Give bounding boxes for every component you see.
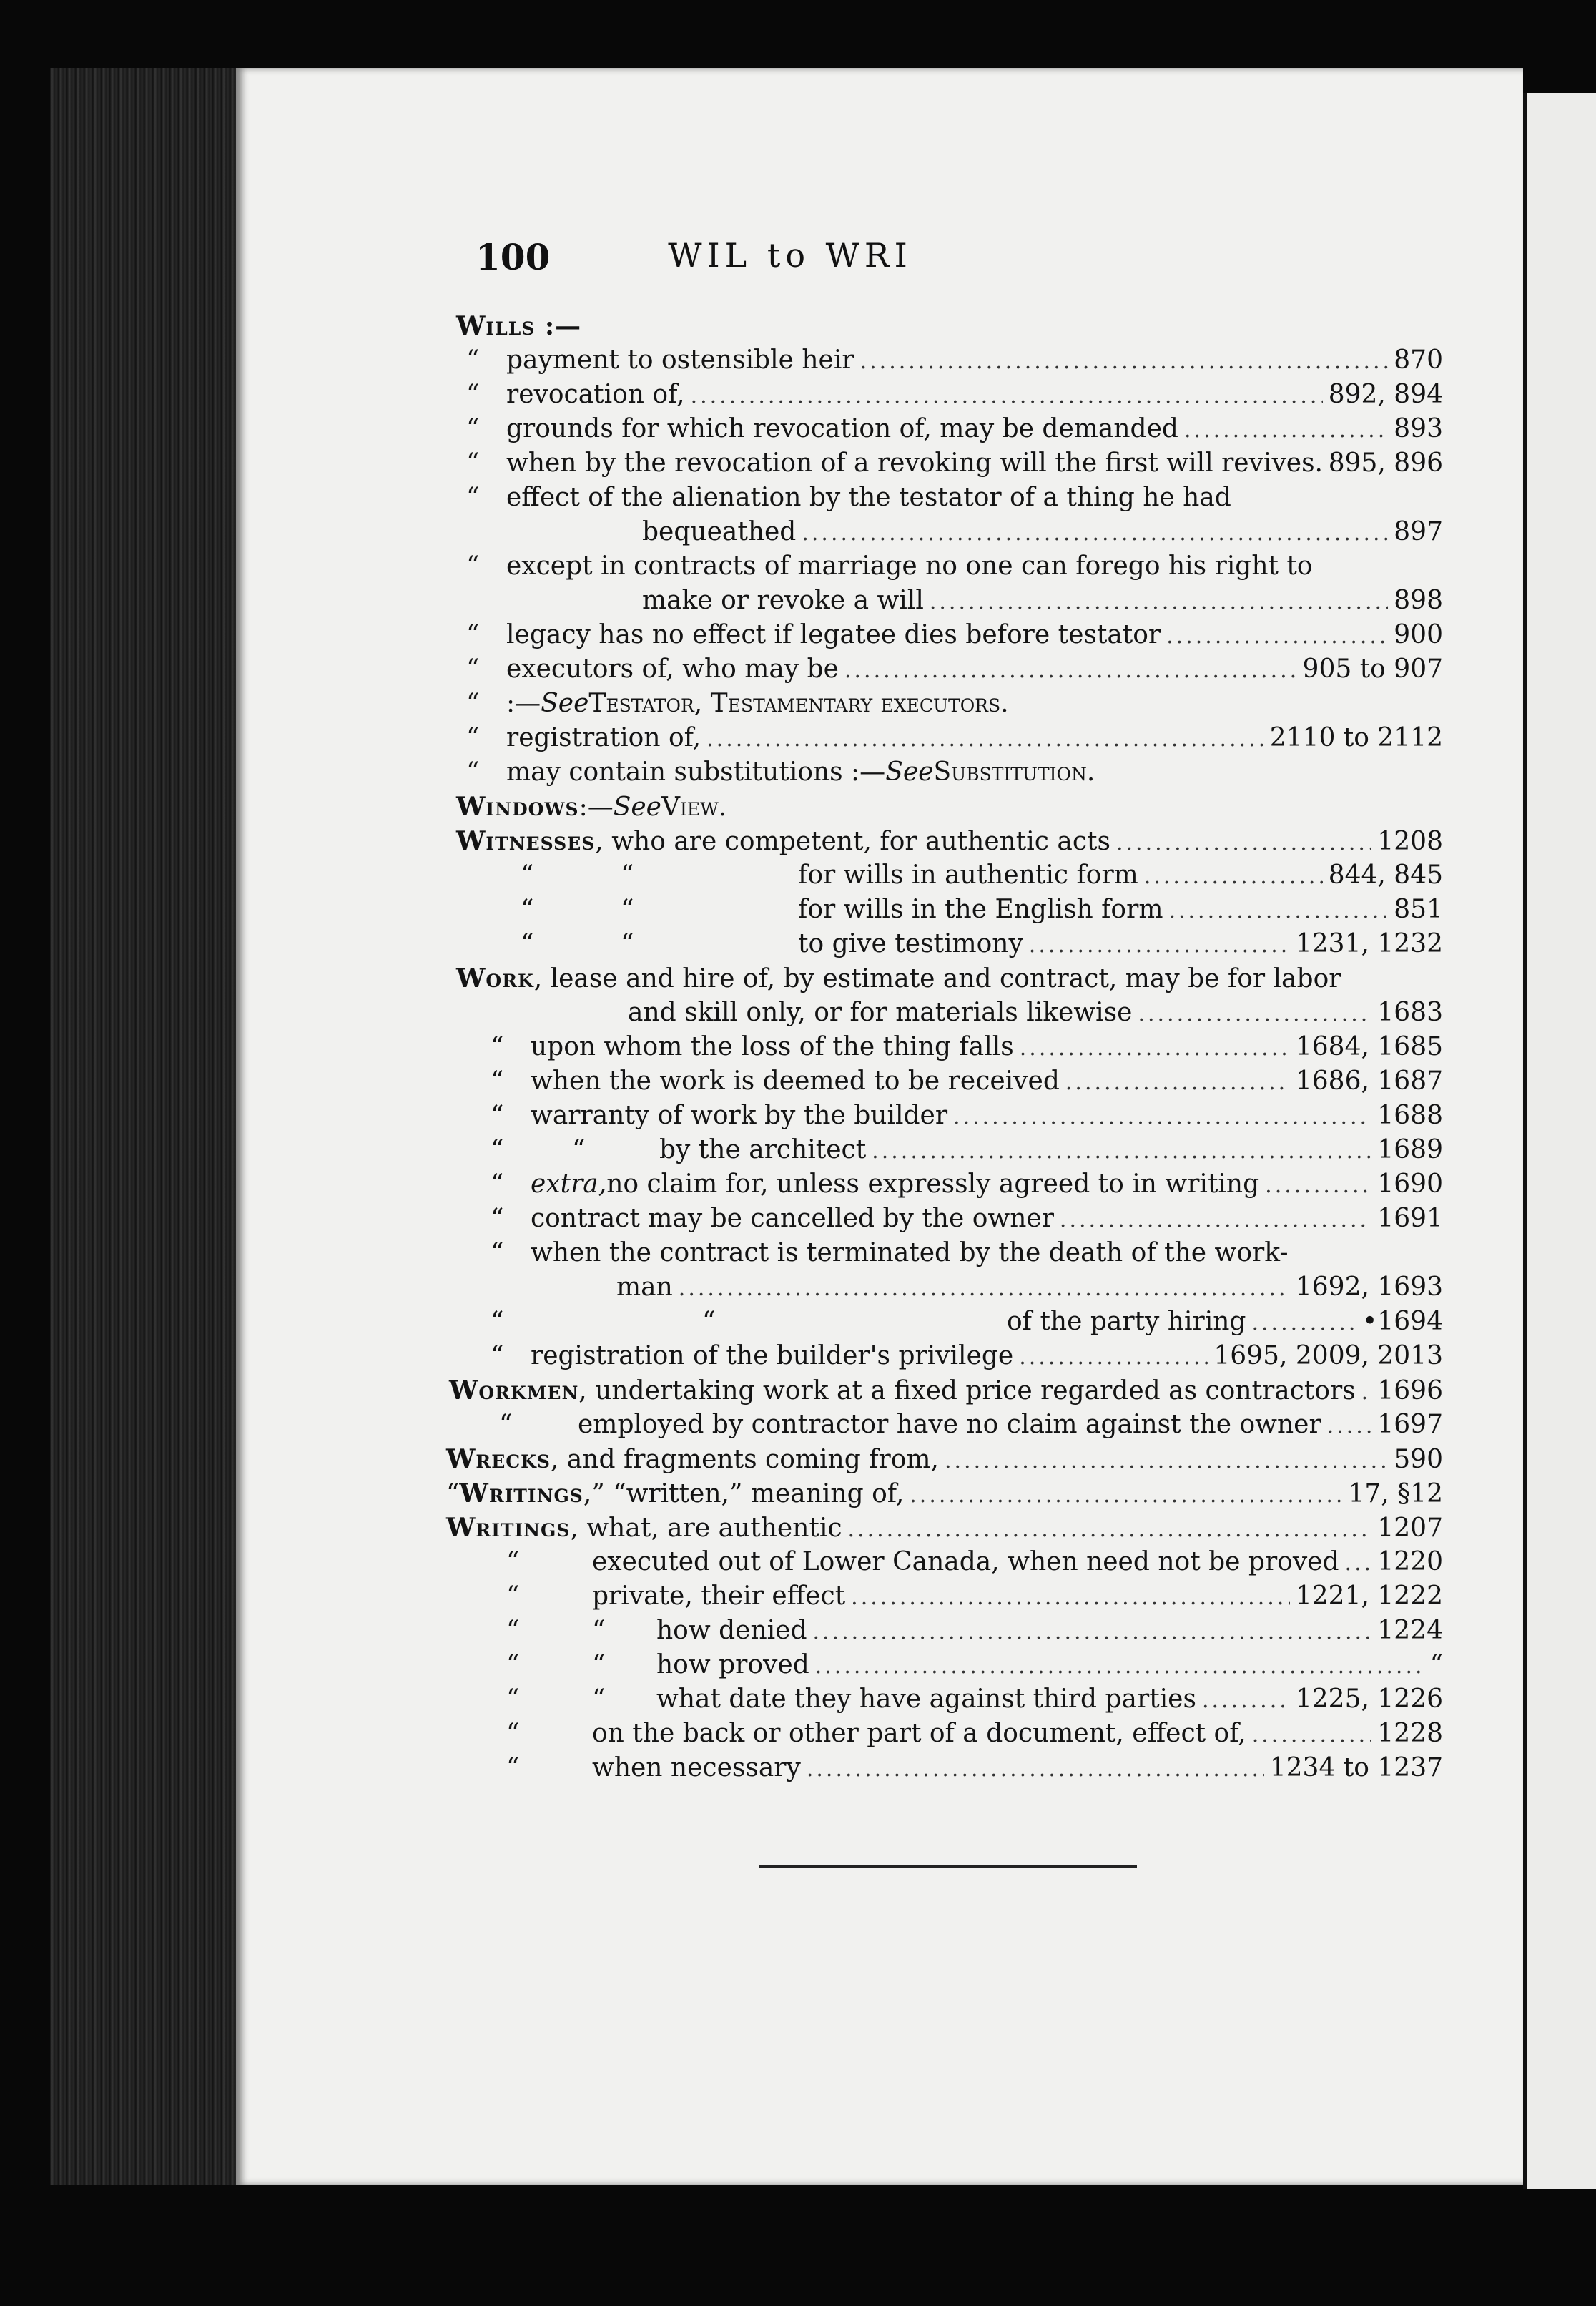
leader-dots bbox=[1019, 1340, 1208, 1375]
ditto-mark: “ bbox=[506, 1684, 520, 1714]
leader-dots bbox=[1168, 894, 1388, 928]
index-heading-workmen bbox=[449, 1373, 1443, 1408]
ditto-mark: “ bbox=[466, 483, 480, 512]
ditto-mark: “ bbox=[592, 1616, 606, 1645]
index-heading-writings-term bbox=[446, 1476, 1443, 1511]
entry-text: , and fragments coming from, bbox=[550, 1445, 939, 1474]
index-entry bbox=[456, 1579, 1443, 1614]
entry-text: how proved bbox=[656, 1650, 809, 1679]
entry-text: executed out of Lower Canada, when need not be proved bbox=[592, 1547, 1339, 1576]
entry-text: by the architect bbox=[659, 1135, 867, 1164]
leader-dots bbox=[1060, 1203, 1371, 1237]
entry-reference: 590 bbox=[1394, 1445, 1443, 1474]
heading-work: Work bbox=[456, 963, 534, 993]
entry-reference: 1683 bbox=[1377, 998, 1443, 1027]
index-entry bbox=[456, 481, 1443, 515]
entry-reference: 1696 bbox=[1377, 1376, 1443, 1405]
index-entry bbox=[456, 343, 1443, 378]
entry-text: ,” “written,” meaning of, bbox=[583, 1479, 905, 1508]
entry-reference: 892, 894 bbox=[1328, 380, 1443, 409]
entry-text: employed by contractor have no claim against the owner bbox=[578, 1410, 1321, 1439]
heading-wills: Wills :— bbox=[456, 311, 582, 341]
index-entry bbox=[456, 755, 1443, 790]
leader-dots bbox=[1144, 860, 1323, 894]
ditto-mark: “ bbox=[491, 1169, 504, 1199]
leader-dots bbox=[1327, 1409, 1372, 1443]
entry-text: on the back or other part of a document, effect of, bbox=[592, 1719, 1246, 1748]
cross-reference: Testator, Testamentary executors. bbox=[588, 689, 1009, 718]
leader-dots bbox=[848, 1513, 1372, 1547]
index-entry bbox=[456, 1682, 1443, 1717]
ditto-mark: “ bbox=[521, 895, 534, 924]
leader-dots bbox=[1020, 1031, 1290, 1066]
leader-dots bbox=[1361, 1375, 1372, 1410]
entry-text: bequeathed bbox=[642, 517, 797, 546]
index-entry bbox=[456, 1099, 1443, 1133]
ditto-mark: “ bbox=[491, 1204, 504, 1233]
entry-text: no claim for, unless expressly agreed to in writing bbox=[606, 1169, 1260, 1199]
entry-reference: 2110 to 2112 bbox=[1269, 723, 1443, 752]
leader-dots bbox=[872, 1134, 1371, 1169]
leader-dots bbox=[1202, 1684, 1290, 1718]
leader-dots bbox=[1345, 1546, 1372, 1581]
leader-dots bbox=[1184, 413, 1388, 448]
cross-reference: View. bbox=[661, 793, 727, 822]
index-entry-continuation bbox=[456, 1270, 1443, 1305]
cross-reference-prefix: :— bbox=[506, 689, 541, 718]
entry-text: except in contracts of marriage no one can forego his right to bbox=[506, 551, 1313, 581]
entry-text: , what, are authentic bbox=[570, 1513, 842, 1543]
index-entry-continuation bbox=[456, 584, 1443, 618]
entry-text: upon whom the loss of the thing falls bbox=[531, 1032, 1014, 1061]
leader-dots bbox=[1065, 1066, 1290, 1100]
leader-dots bbox=[1251, 1306, 1356, 1340]
ditto-mark: “ bbox=[491, 1341, 504, 1370]
entry-text: registration of the builder's privilege bbox=[531, 1341, 1014, 1370]
ditto-mark: “ bbox=[466, 551, 480, 581]
index-entry bbox=[456, 1648, 1443, 1682]
ditto-mark: “ bbox=[499, 1410, 513, 1439]
leader-dots bbox=[815, 1649, 1424, 1684]
entry-text: and skill only, or for materials likewise bbox=[628, 998, 1133, 1027]
entry-reference: 1224 bbox=[1377, 1616, 1443, 1645]
index-entry bbox=[456, 412, 1443, 446]
entry-reference: 893 bbox=[1394, 414, 1443, 443]
index-heading-writings bbox=[446, 1511, 1443, 1545]
index-entry bbox=[456, 652, 1443, 687]
index-heading-witnesses bbox=[456, 824, 1443, 858]
ditto-mark: “ bbox=[466, 414, 480, 443]
entry-reference: 870 bbox=[1394, 345, 1443, 375]
see-label: See bbox=[541, 689, 589, 718]
cross-reference: Substitution. bbox=[933, 757, 1095, 787]
entry-reference: 1231, 1232 bbox=[1295, 929, 1443, 958]
ditto-mark: “ bbox=[702, 1307, 716, 1336]
entry-reference: 851 bbox=[1394, 895, 1443, 924]
entry-reference: 905 to 907 bbox=[1302, 654, 1443, 684]
entry-text: payment to ostensible heir bbox=[506, 345, 854, 375]
ditto-mark: “ bbox=[491, 1135, 504, 1164]
next-page-edge bbox=[1523, 93, 1596, 2189]
entry-text: how denied bbox=[656, 1616, 807, 1645]
leader-dots bbox=[953, 1100, 1371, 1134]
entry-reference: 898 bbox=[1394, 586, 1443, 615]
entry-reference: 1697 bbox=[1377, 1410, 1443, 1439]
leader-dots bbox=[1116, 826, 1371, 860]
index-entry bbox=[456, 858, 1443, 893]
ditto-mark: “ bbox=[592, 1650, 606, 1679]
entry-reference: 1220 bbox=[1377, 1547, 1443, 1576]
ditto-mark: “ bbox=[521, 929, 534, 958]
index-entry bbox=[456, 893, 1443, 927]
index-entry bbox=[456, 618, 1443, 652]
see-label: See bbox=[613, 793, 661, 822]
ditto-mark: “ bbox=[466, 345, 480, 375]
see-label: See bbox=[885, 757, 934, 787]
index-entry bbox=[456, 1614, 1443, 1648]
leader-dots bbox=[910, 1478, 1342, 1513]
leader-dots bbox=[1166, 619, 1388, 654]
entry-text: effect of the alienation by the testator of a thing he had bbox=[506, 483, 1231, 512]
entry-text: contract may be cancelled by the owner bbox=[531, 1204, 1054, 1233]
entry-text: for wills in the English form bbox=[798, 895, 1163, 924]
ditto-mark: “ bbox=[466, 620, 480, 649]
ditto-mark: “ bbox=[592, 1684, 606, 1714]
entry-reference: 1695, 2009, 2013 bbox=[1213, 1341, 1443, 1370]
leader-dots bbox=[691, 379, 1323, 413]
index-entry bbox=[456, 1064, 1443, 1099]
open-quote: “ bbox=[446, 1479, 460, 1508]
index-entry bbox=[456, 1339, 1443, 1373]
entry-reference: 1221, 1222 bbox=[1295, 1581, 1443, 1611]
ditto-mark: “ bbox=[506, 1581, 520, 1611]
entry-text: for wills in authentic form bbox=[798, 860, 1138, 890]
closing-rule bbox=[759, 1865, 1137, 1868]
entry-text: legacy has no effect if legatee dies before testator bbox=[506, 620, 1161, 649]
index-entry bbox=[456, 1030, 1443, 1064]
index-entry bbox=[456, 1717, 1443, 1751]
leader-dots bbox=[807, 1752, 1264, 1787]
leader-dots bbox=[1029, 928, 1290, 963]
entry-reference: 1208 bbox=[1377, 827, 1443, 856]
entry-reference: 1234 to 1237 bbox=[1269, 1753, 1443, 1782]
entry-reference: 897 bbox=[1394, 517, 1443, 546]
cross-reference-prefix: :— bbox=[578, 793, 614, 822]
entry-text: registration of, bbox=[506, 723, 701, 752]
ditto-mark: “ bbox=[506, 1753, 520, 1782]
ditto-mark: “ bbox=[491, 1101, 504, 1130]
ditto-mark: “ bbox=[466, 654, 480, 684]
index-entry bbox=[456, 1545, 1443, 1579]
entry-text: private, their effect bbox=[592, 1581, 846, 1611]
ditto-mark: “ bbox=[491, 1307, 504, 1336]
ditto-mark: “ bbox=[506, 1719, 520, 1748]
index-entry-continuation bbox=[456, 515, 1443, 549]
page-header bbox=[476, 236, 1105, 279]
entry-reference: 844, 845 bbox=[1328, 860, 1443, 890]
leader-dots bbox=[706, 722, 1264, 757]
entry-reference: 1207 bbox=[1377, 1513, 1443, 1543]
entry-text: of the party hiring bbox=[1007, 1307, 1246, 1336]
leader-dots bbox=[860, 345, 1389, 379]
entry-text: make or revoke a will bbox=[642, 586, 924, 615]
index-heading-wrecks bbox=[446, 1442, 1443, 1476]
entry-reference: 1692, 1693 bbox=[1295, 1272, 1443, 1302]
leader-dots bbox=[1252, 1718, 1372, 1752]
entry-reference: 1688 bbox=[1377, 1101, 1443, 1130]
ditto-mark: “ bbox=[466, 757, 480, 787]
entry-text: , lease and hire of, by estimate and contract, may be for labor bbox=[533, 964, 1341, 993]
index-entry-continuation bbox=[456, 996, 1443, 1030]
index-entry bbox=[456, 1751, 1443, 1785]
ditto-mark: “ bbox=[506, 1547, 520, 1576]
entry-text: , undertaking work at a fixed price regarded as contractors bbox=[578, 1376, 1356, 1405]
heading-wrecks: Wrecks bbox=[446, 1444, 551, 1474]
entry-text: to give testimony bbox=[798, 929, 1023, 958]
entry-text: grounds for which revocation of, may be demanded bbox=[506, 414, 1178, 443]
ditto-mark: “ bbox=[572, 1135, 586, 1164]
index-entry bbox=[456, 1202, 1443, 1236]
index-heading-wills bbox=[456, 309, 1443, 343]
index-entry bbox=[456, 549, 1443, 584]
ditto-mark: “ bbox=[506, 1616, 520, 1645]
heading-windows: Windows bbox=[456, 792, 579, 822]
entry-text: man bbox=[616, 1272, 673, 1302]
index-heading-work bbox=[456, 961, 1443, 996]
entry-text: when by the revocation of a revoking will the first will revives. bbox=[506, 448, 1323, 478]
entry-text: may contain substitutions :— bbox=[506, 757, 886, 787]
ditto-mark: “ bbox=[491, 1032, 504, 1061]
index-entry bbox=[456, 1167, 1443, 1202]
entry-reference: 1686, 1687 bbox=[1295, 1066, 1443, 1096]
index-entry bbox=[456, 1305, 1443, 1339]
heading-workmen: Workmen bbox=[449, 1375, 579, 1405]
ditto-mark: “ bbox=[521, 860, 534, 890]
index-entry bbox=[456, 687, 1443, 721]
entry-text: when the work is deemed to be received bbox=[531, 1066, 1060, 1096]
entry-reference: “ bbox=[1429, 1650, 1443, 1679]
leader-dots bbox=[1265, 1169, 1371, 1203]
entry-reference: 1691 bbox=[1377, 1204, 1443, 1233]
ditto-mark: “ bbox=[491, 1238, 504, 1267]
index-entry bbox=[456, 378, 1443, 412]
entry-text: when the contract is terminated by the death of the work- bbox=[531, 1238, 1289, 1267]
leader-dots bbox=[813, 1615, 1372, 1649]
entry-reference: •1694 bbox=[1362, 1307, 1443, 1336]
index-entries bbox=[446, 309, 1443, 1785]
entry-text: when necessary bbox=[592, 1753, 801, 1782]
index-entry bbox=[456, 1236, 1443, 1270]
entry-text: executors of, who may be bbox=[506, 654, 839, 684]
leader-dots bbox=[945, 1444, 1388, 1478]
page-number: 100 bbox=[476, 236, 551, 278]
ditto-mark: “ bbox=[466, 689, 480, 718]
entry-reference: 1690 bbox=[1377, 1169, 1443, 1199]
entry-reference: 17, §12 bbox=[1348, 1479, 1443, 1508]
index-entry bbox=[456, 1133, 1443, 1167]
heading-writings-term: Writings bbox=[459, 1478, 583, 1508]
ditto-mark: “ bbox=[466, 448, 480, 478]
ditto-mark: “ bbox=[621, 860, 634, 890]
entry-reference: 895, 896 bbox=[1328, 448, 1443, 478]
index-entry bbox=[456, 927, 1443, 961]
leader-dots bbox=[930, 585, 1388, 619]
entry-reference: 1689 bbox=[1377, 1135, 1443, 1164]
ditto-mark: “ bbox=[506, 1650, 520, 1679]
leader-dots bbox=[679, 1272, 1290, 1306]
entry-reference: 900 bbox=[1394, 620, 1443, 649]
entry-text: what date they have against third parties bbox=[656, 1684, 1196, 1714]
ditto-mark: “ bbox=[621, 929, 634, 958]
entry-text: revocation of, bbox=[506, 380, 685, 409]
entry-text-italic: extra, bbox=[531, 1169, 607, 1199]
index-entry bbox=[456, 721, 1443, 755]
leader-dots bbox=[844, 654, 1297, 688]
running-head: WIL to WRI bbox=[668, 236, 912, 275]
ditto-mark: “ bbox=[466, 723, 480, 752]
ditto-mark: “ bbox=[491, 1066, 504, 1096]
heading-writings: Writings bbox=[446, 1513, 571, 1543]
entry-reference: 1684, 1685 bbox=[1295, 1032, 1443, 1061]
entry-text: warranty of work by the builder bbox=[531, 1101, 948, 1130]
heading-witnesses: Witnesses bbox=[456, 826, 596, 856]
entry-reference: 1228 bbox=[1377, 1719, 1443, 1748]
ditto-mark: “ bbox=[621, 895, 634, 924]
index-entry bbox=[456, 1408, 1443, 1442]
entry-text: , who are competent, for authentic acts bbox=[595, 827, 1110, 856]
leader-dots bbox=[851, 1581, 1290, 1615]
entry-reference: 1225, 1226 bbox=[1295, 1684, 1443, 1714]
leader-dots bbox=[1138, 997, 1371, 1031]
ditto-mark: “ bbox=[466, 380, 480, 409]
index-entry bbox=[456, 446, 1443, 481]
leader-dots bbox=[802, 516, 1388, 551]
index-heading-windows bbox=[456, 790, 1443, 824]
